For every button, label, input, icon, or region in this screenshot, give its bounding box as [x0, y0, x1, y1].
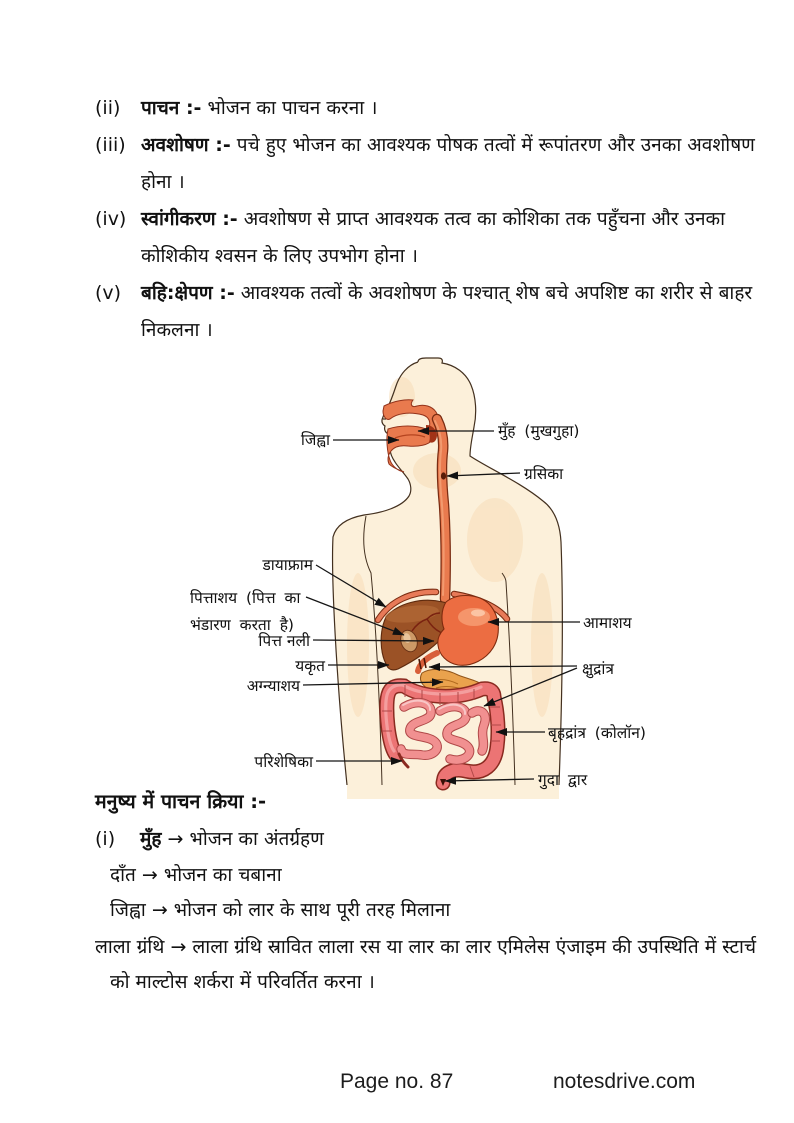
item-term: अवशोषण :-: [141, 134, 231, 156]
item-term: मुँह: [140, 828, 162, 850]
label-bile-duct: पित्त नली: [258, 632, 310, 650]
item-body: आवश्यक तत्वों के अवशोषण के पश्चात् शेष बचे अपशिष्ट का शरीर से बाहर निकलना ।: [141, 282, 753, 341]
item-number: (v): [95, 282, 122, 304]
site-name: notesdrive.com: [553, 1070, 696, 1093]
label-stomach: आमाशय: [583, 614, 632, 632]
definition-item: [95, 127, 755, 201]
definition-item: [95, 90, 755, 127]
label-pancreas: अग्न्याशय: [246, 677, 300, 695]
process-line-teeth: दाँत → भोजन का चबाना: [110, 864, 282, 886]
esophagus-spot: [441, 472, 446, 479]
item-number: (iii): [95, 134, 126, 156]
item-number: (i): [95, 828, 116, 850]
label-esophagus: ग्रसिका: [524, 465, 564, 483]
label-liver: यकृत: [295, 657, 325, 675]
item-number: (ii): [95, 97, 121, 119]
item-body: भोजन का पाचन करना ।: [207, 97, 378, 119]
section-heading: मनुष्य में पाचन क्रिया :-: [95, 790, 267, 813]
label-diaphragm: डायाफ्राम: [262, 556, 313, 574]
definition-list: [95, 90, 755, 349]
process-line-tongue: जिह्वा → भोजन को लार के साथ पूरी तरह मिलाना: [110, 899, 451, 921]
item-term: पाचन :-: [141, 97, 202, 119]
label-gallbladder-line2: भंडारण करता है): [190, 616, 294, 634]
stomach-gleam: [471, 610, 485, 617]
item-number: (iv): [95, 208, 127, 230]
definition-item: [95, 275, 755, 349]
item-body: पचे हुए भोजन का आवश्यक पोषक तत्वों में रूपांतरण और उनका अवशोषण होना ।: [141, 134, 755, 193]
item-term: बहि:क्षेपण :-: [141, 282, 235, 304]
process-item-mouth: [95, 825, 324, 851]
label-small-intestine: क्षुद्रांत्र: [582, 660, 614, 678]
label-anus: गुदा द्वार: [538, 771, 588, 789]
label-gallbladder-line1: पित्ताशय (पित्त का: [190, 589, 301, 607]
process-paragraph-salivary-gland: लाला ग्रंथि → लाला ग्रंथि स्रावित लाला रस या लार का लार एमिलेस एंजाइम की उपस्थिति में स्टार्च को माल्टोस शर्करा में परिवर्तित करना ।: [95, 936, 757, 993]
label-mouth: मुँह (मुखगुहा): [498, 422, 580, 440]
label-large-intestine: बृहद्रांत्र (कोलॉन): [548, 724, 646, 742]
digestive-system-diagram: [90, 345, 760, 800]
label-tongue: जिह्वा: [300, 431, 330, 449]
item-body: → भोजन का अंतर्ग्रहण: [167, 828, 324, 850]
page-number: Page no. 87: [340, 1070, 454, 1093]
item-term: स्वांगीकरण :-: [141, 208, 238, 230]
label-appendix: परिशेषिका: [254, 753, 313, 771]
definition-item: [95, 201, 755, 275]
item-body: अवशोषण से प्राप्त आवश्यक तत्व का कोशिका तक पहुँचना और उनका कोशिकीय श्वसन के लिए उपभोग होना ।: [141, 208, 726, 267]
